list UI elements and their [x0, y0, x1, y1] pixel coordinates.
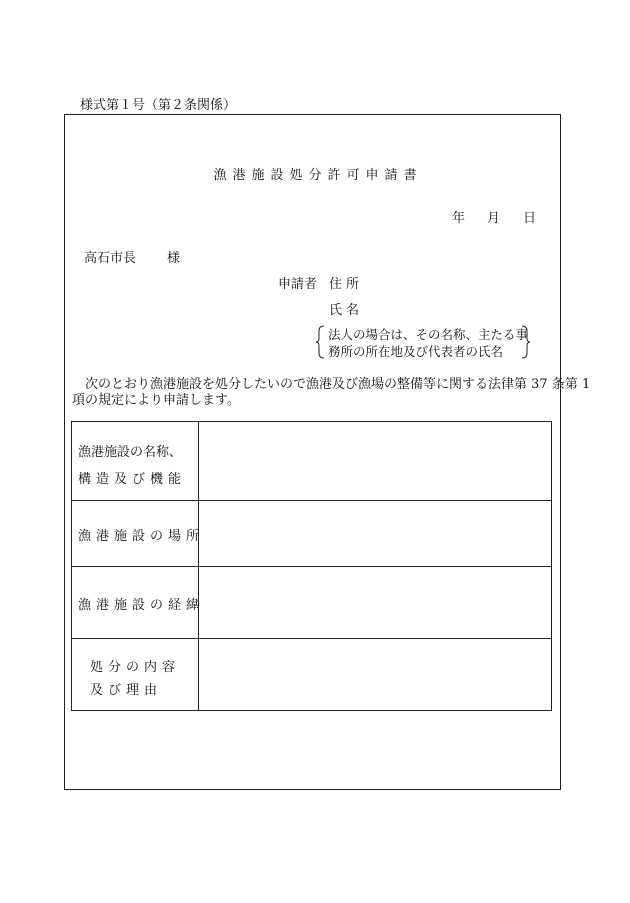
- corporate-note-line1: 法人の場合は、その名称、主たる事: [328, 327, 529, 342]
- row-label-line1: 漁港施設の場所: [78, 529, 205, 544]
- date-month-label: 月: [487, 211, 501, 226]
- address-label: 住所: [329, 277, 364, 292]
- row-label-line1: 漁港施設の名称、: [78, 445, 183, 460]
- form-number-label: 様式第１号（第２条関係）: [80, 98, 237, 113]
- row-label-line1: 漁港施設の経緯: [78, 598, 205, 613]
- application-statement: [72, 377, 591, 409]
- table-row-facility-name: [72, 422, 551, 501]
- table-row-facility-history: [72, 567, 551, 639]
- name-label: 氏名: [329, 303, 364, 318]
- applicant-label: 申請者: [278, 277, 318, 292]
- corporate-note-line2: 務所の所在地及び代表者の氏名: [328, 344, 504, 359]
- row-label-line2: 構造及び機能: [78, 472, 187, 487]
- table-row-disposal-details: [72, 639, 551, 710]
- facility-name-field[interactable]: [199, 422, 551, 500]
- date-day-label: 日: [523, 211, 537, 226]
- row-label-line2: 及び理由: [90, 683, 163, 698]
- facility-history-field[interactable]: [199, 567, 551, 638]
- application-table: [71, 421, 552, 711]
- corporate-note: [316, 325, 530, 359]
- facility-location-field[interactable]: [199, 501, 551, 566]
- statement-line1: 次のとおり漁港施設を処分したいので漁港及び漁場の整備等に関する法律第 37 条第 1: [72, 377, 591, 392]
- addressee-name: 高石市長: [84, 251, 137, 266]
- disposal-details-field[interactable]: [199, 639, 551, 710]
- row-label-line1: 処分の内容: [90, 660, 181, 675]
- table-row-facility-location: [72, 501, 551, 567]
- document-title: 漁港施設処分許可申請書: [213, 168, 423, 183]
- row-label-facility-name: [72, 422, 199, 500]
- row-label-facility-location: [72, 501, 205, 566]
- statement-line2: 項の規定により申請します。: [72, 393, 240, 408]
- addressee-honorific: 様: [167, 251, 181, 266]
- date-year-label: 年: [452, 211, 466, 226]
- row-label-disposal-details: [72, 639, 199, 710]
- row-label-facility-history: [72, 567, 205, 638]
